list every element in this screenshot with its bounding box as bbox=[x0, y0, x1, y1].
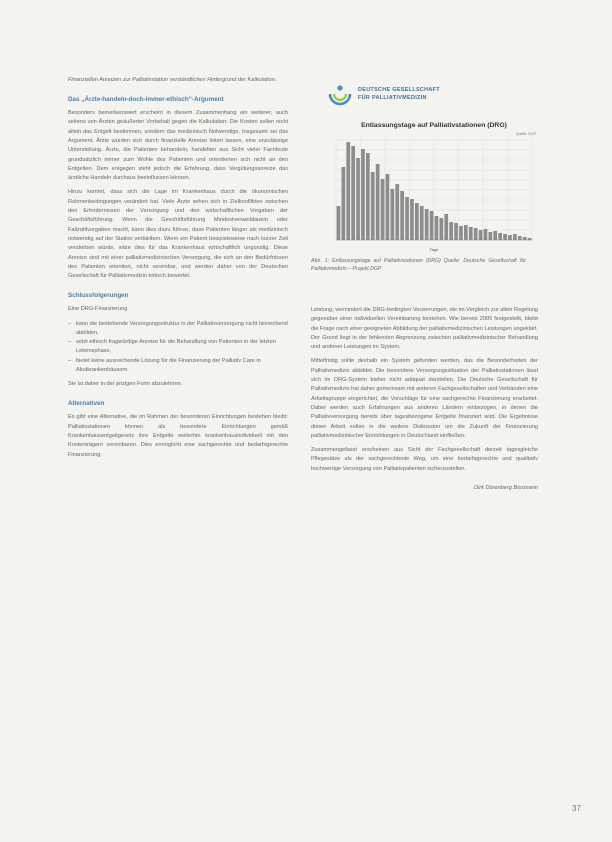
chart-bar-22 bbox=[439, 218, 443, 240]
chart-source: Quelle: DGP bbox=[515, 132, 536, 136]
section-heading-conclusions: Schlussfolgerungen bbox=[68, 291, 129, 299]
chart-bar-8 bbox=[371, 172, 375, 240]
conclusion-list bbox=[68, 320, 288, 376]
logo-line-2: FÜR PALLIATIVMEDIZIN bbox=[358, 95, 427, 101]
chart-bar-28 bbox=[469, 227, 473, 240]
section-heading-alternatives: Alternativen bbox=[68, 400, 105, 408]
chart-bar-16 bbox=[410, 199, 414, 240]
author-signature: Dirk Dörenberg Bissmann bbox=[473, 484, 538, 491]
chart-bar-14 bbox=[400, 191, 404, 240]
paragraph-argument-2: Hinzu kommt, dass sich die Lage im Krankenhaus durch die ökonomischen Rahmenbedingungen verändert hat. Viele Ärzte sehen sich in Zielkonflikten zwischen den Erfordernissen der Versorgung und den wirtschaftlichen Vorgaben der Geschäftsführung. Wenn die Geschäftsführung Mindestverweildauern oder Fallzahlvorgaben macht, kann dies dazu führen, dass Patienten länger als medizinisch notwendig auf der Station verbleiben. Wenn ein Patient beispielsweise nach kurzer Zeit versterben würde, wäre dies für das Krankenhaus wirtschaftlich ungünstig. Diese Anreize sind mit einer palliativmedizinischen Versorgung, die sich an den Bedürfnissen des Patienten orientiert, nicht vereinbar, und werden daher von der Deutschen Gesellschaft für Palliativmedizin kritisch bewertet. bbox=[68, 189, 288, 280]
logo-line-1: DEUTSCHE GESELLSCHAFT bbox=[358, 87, 440, 93]
paragraph-right-1: Leistung, vermindert die DRG-bedingten Verzerrungen, die im Vergleich zur alten Regelung gegenüber einer individuellen Vereinbarung bestehen. Wie bereits 2005 festgestellt, bleibt die Frage nach einer geeigneten Abbildung der palliativmedizinischen Leistungen ungeklärt. Der Grund liegt in der fehlenden Abgrenzung zwischen palliativmedizinischer Behandlung und anderen Leistungen im System. bbox=[311, 307, 539, 351]
chart-bar-36 bbox=[508, 235, 512, 240]
chart-bar-19 bbox=[425, 209, 429, 240]
intro-text: Finanziellen Anreizen zur Palliativstation verständlichen Hintergrund der Kalkulation. bbox=[68, 77, 277, 83]
chart-x-axis-label: Tage bbox=[429, 247, 439, 252]
dgp-logo bbox=[328, 80, 468, 110]
chart-title: Entlassungstage auf Palliativstationen (DRG) bbox=[361, 122, 507, 129]
list-item: – kann die bestehende Versorgungsstruktur in der Palliativversorgung nicht hinreichend abbilden, bbox=[68, 320, 288, 339]
chart-bar-13 bbox=[395, 184, 399, 240]
chart-bar-31 bbox=[484, 229, 488, 240]
chart-bar-32 bbox=[488, 232, 492, 240]
chart-bar-27 bbox=[464, 225, 468, 240]
chart-bar-3 bbox=[346, 142, 350, 240]
chart-bar-6 bbox=[361, 149, 365, 240]
chart-bar-7 bbox=[366, 153, 370, 240]
left-column bbox=[68, 76, 288, 460]
chart-bar-10 bbox=[381, 179, 385, 240]
paragraph-right-3: Zusammengefasst erscheinen aus Sicht der Fachgesellschaft derzeit tagesgleiche Pflegesätze als der sachgerechteste Weg, um eine bedarfsgerechte und qualitativ hochwertige Versorgung von Palliativpatienten sicherzustellen. bbox=[311, 447, 538, 472]
paragraph-right-2: Mittelfristig sollte deshalb ein System gefunden werden, das die Besonderheiten der Palliativmedizin abbildet. Die besondere Versorgungssituation der Palliativstationen lässt sich im DRG-System bisher nicht adäquat darstellen. Die Deutsche Gesellschaft für Palliativmedizin hat daher gemeinsam mit anderen Fachgesellschaften und Verbänden eine Arbeitsgruppe eingerichtet, die Vorschläge für eine sachgerechte Finanzierung erarbeitet. Dabei werden auch Erfahrungen aus anderen Ländern einbezogen, in denen die Palliativversorgung bereits über tagesbezogene Entgelte finanziert wird. Die Ergebnisse dieser Arbeit sollen in die weitere Diskussion um die Zukunft der Finanzierung palliativmedizinischer Einrichtungen in Deutschland einfließen. bbox=[311, 358, 538, 439]
chart-bar-5 bbox=[356, 158, 360, 240]
chart-bar-1 bbox=[337, 206, 341, 240]
chart-bar-35 bbox=[503, 234, 507, 240]
chart-bar-9 bbox=[376, 164, 380, 240]
page-number: 37 bbox=[572, 804, 581, 813]
paragraph-conclusions-end: Sie ist daher in der jetzigen Form abzulehnen. bbox=[68, 381, 183, 388]
chart-bar-26 bbox=[459, 226, 463, 240]
chart-bar-20 bbox=[430, 211, 434, 240]
chart-bar-11 bbox=[386, 174, 390, 240]
chart-bar-25 bbox=[454, 223, 458, 240]
chart-bar-23 bbox=[444, 214, 448, 240]
chart-bar-40 bbox=[528, 238, 532, 240]
chart-bar-38 bbox=[518, 236, 522, 240]
chart-bar-15 bbox=[405, 197, 409, 240]
chart-bar-2 bbox=[341, 167, 345, 240]
chart-bar-4 bbox=[351, 146, 355, 240]
chart-bar-17 bbox=[415, 203, 419, 240]
chart-bar-18 bbox=[420, 206, 424, 240]
dgp-logo-mark-icon bbox=[328, 82, 352, 106]
chart-bar-30 bbox=[479, 230, 483, 240]
paragraph-conclusions-lead: Eine DRG-Finanzierung bbox=[68, 306, 128, 313]
section-heading-argument: Das „Ärzte-handeln-doch-immer-ethisch“-Argument bbox=[68, 95, 224, 103]
bar-chart bbox=[330, 136, 538, 254]
chart-bar-24 bbox=[449, 222, 453, 240]
figure-caption: Abb. 1: Entlassungstage auf Palliativstationen (DRG) Quelle: Deutsche Gesellschaft für Palliativmedizin – Projekt DGP bbox=[311, 258, 526, 272]
chart-bar-39 bbox=[523, 237, 527, 240]
chart-bar-29 bbox=[474, 228, 478, 240]
chart-bar-37 bbox=[513, 234, 517, 240]
chart-grid bbox=[336, 140, 532, 240]
right-column bbox=[311, 306, 538, 493]
paragraph-argument-1: Besonders bemerkenswert erscheint in diesem Zusammenhang ein weiterer, auch seitens von Ärzten geäußerter Vorbehalt gegen die Kalkulation: Die Kosten sollen nicht allein das Entgelt bestimmen, sondern das medizinisch Notwendige. Insgesamt sei das Argument, Ärzte würden sich durch finanzielle Anreize leiten lassen, eine unzulässige Unterstellung. Ärzte, die Patienten behandeln, handelten aus Sicht vieler Fachleute grundsätzlich immer zum Wohle des Patienten und orientierten sich nicht an den Entgelten. Dem entgegen steht jedoch die Erfahrung, dass Vergütungsanreize das ärztliche Handeln durchaus beeinflussen können. bbox=[68, 110, 288, 182]
chart-bar-34 bbox=[498, 233, 502, 240]
dgp-logo-text bbox=[358, 86, 440, 102]
chart-bar-33 bbox=[493, 231, 497, 240]
chart-bar-21 bbox=[435, 216, 439, 240]
paragraph-alternatives: Es gibt eine Alternative, die im Rahmen der besonderen Einrichtungen bestehen bleibt: Palliativstationen können als besondere Einrichtungen gemäß Krankenhausentgeltgesetz ihre Entgelte weiterhin krankenhausindividuell mit den Kostenträgern vereinbaren. Dies ermöglicht eine sachgerechte und bedarfsgerechte Finanzierung. bbox=[68, 414, 288, 458]
chart-bar-12 bbox=[390, 189, 394, 240]
list-item: – bietet keine ausreichende Lösung für die Finanzierung der Palliativ Care in Akutkrankenhäusern. bbox=[68, 357, 288, 376]
list-item: – setzt ethisch fragwürdige Anreize für die Behandlung von Patienten in der letzten Lebensphase, bbox=[68, 338, 288, 357]
